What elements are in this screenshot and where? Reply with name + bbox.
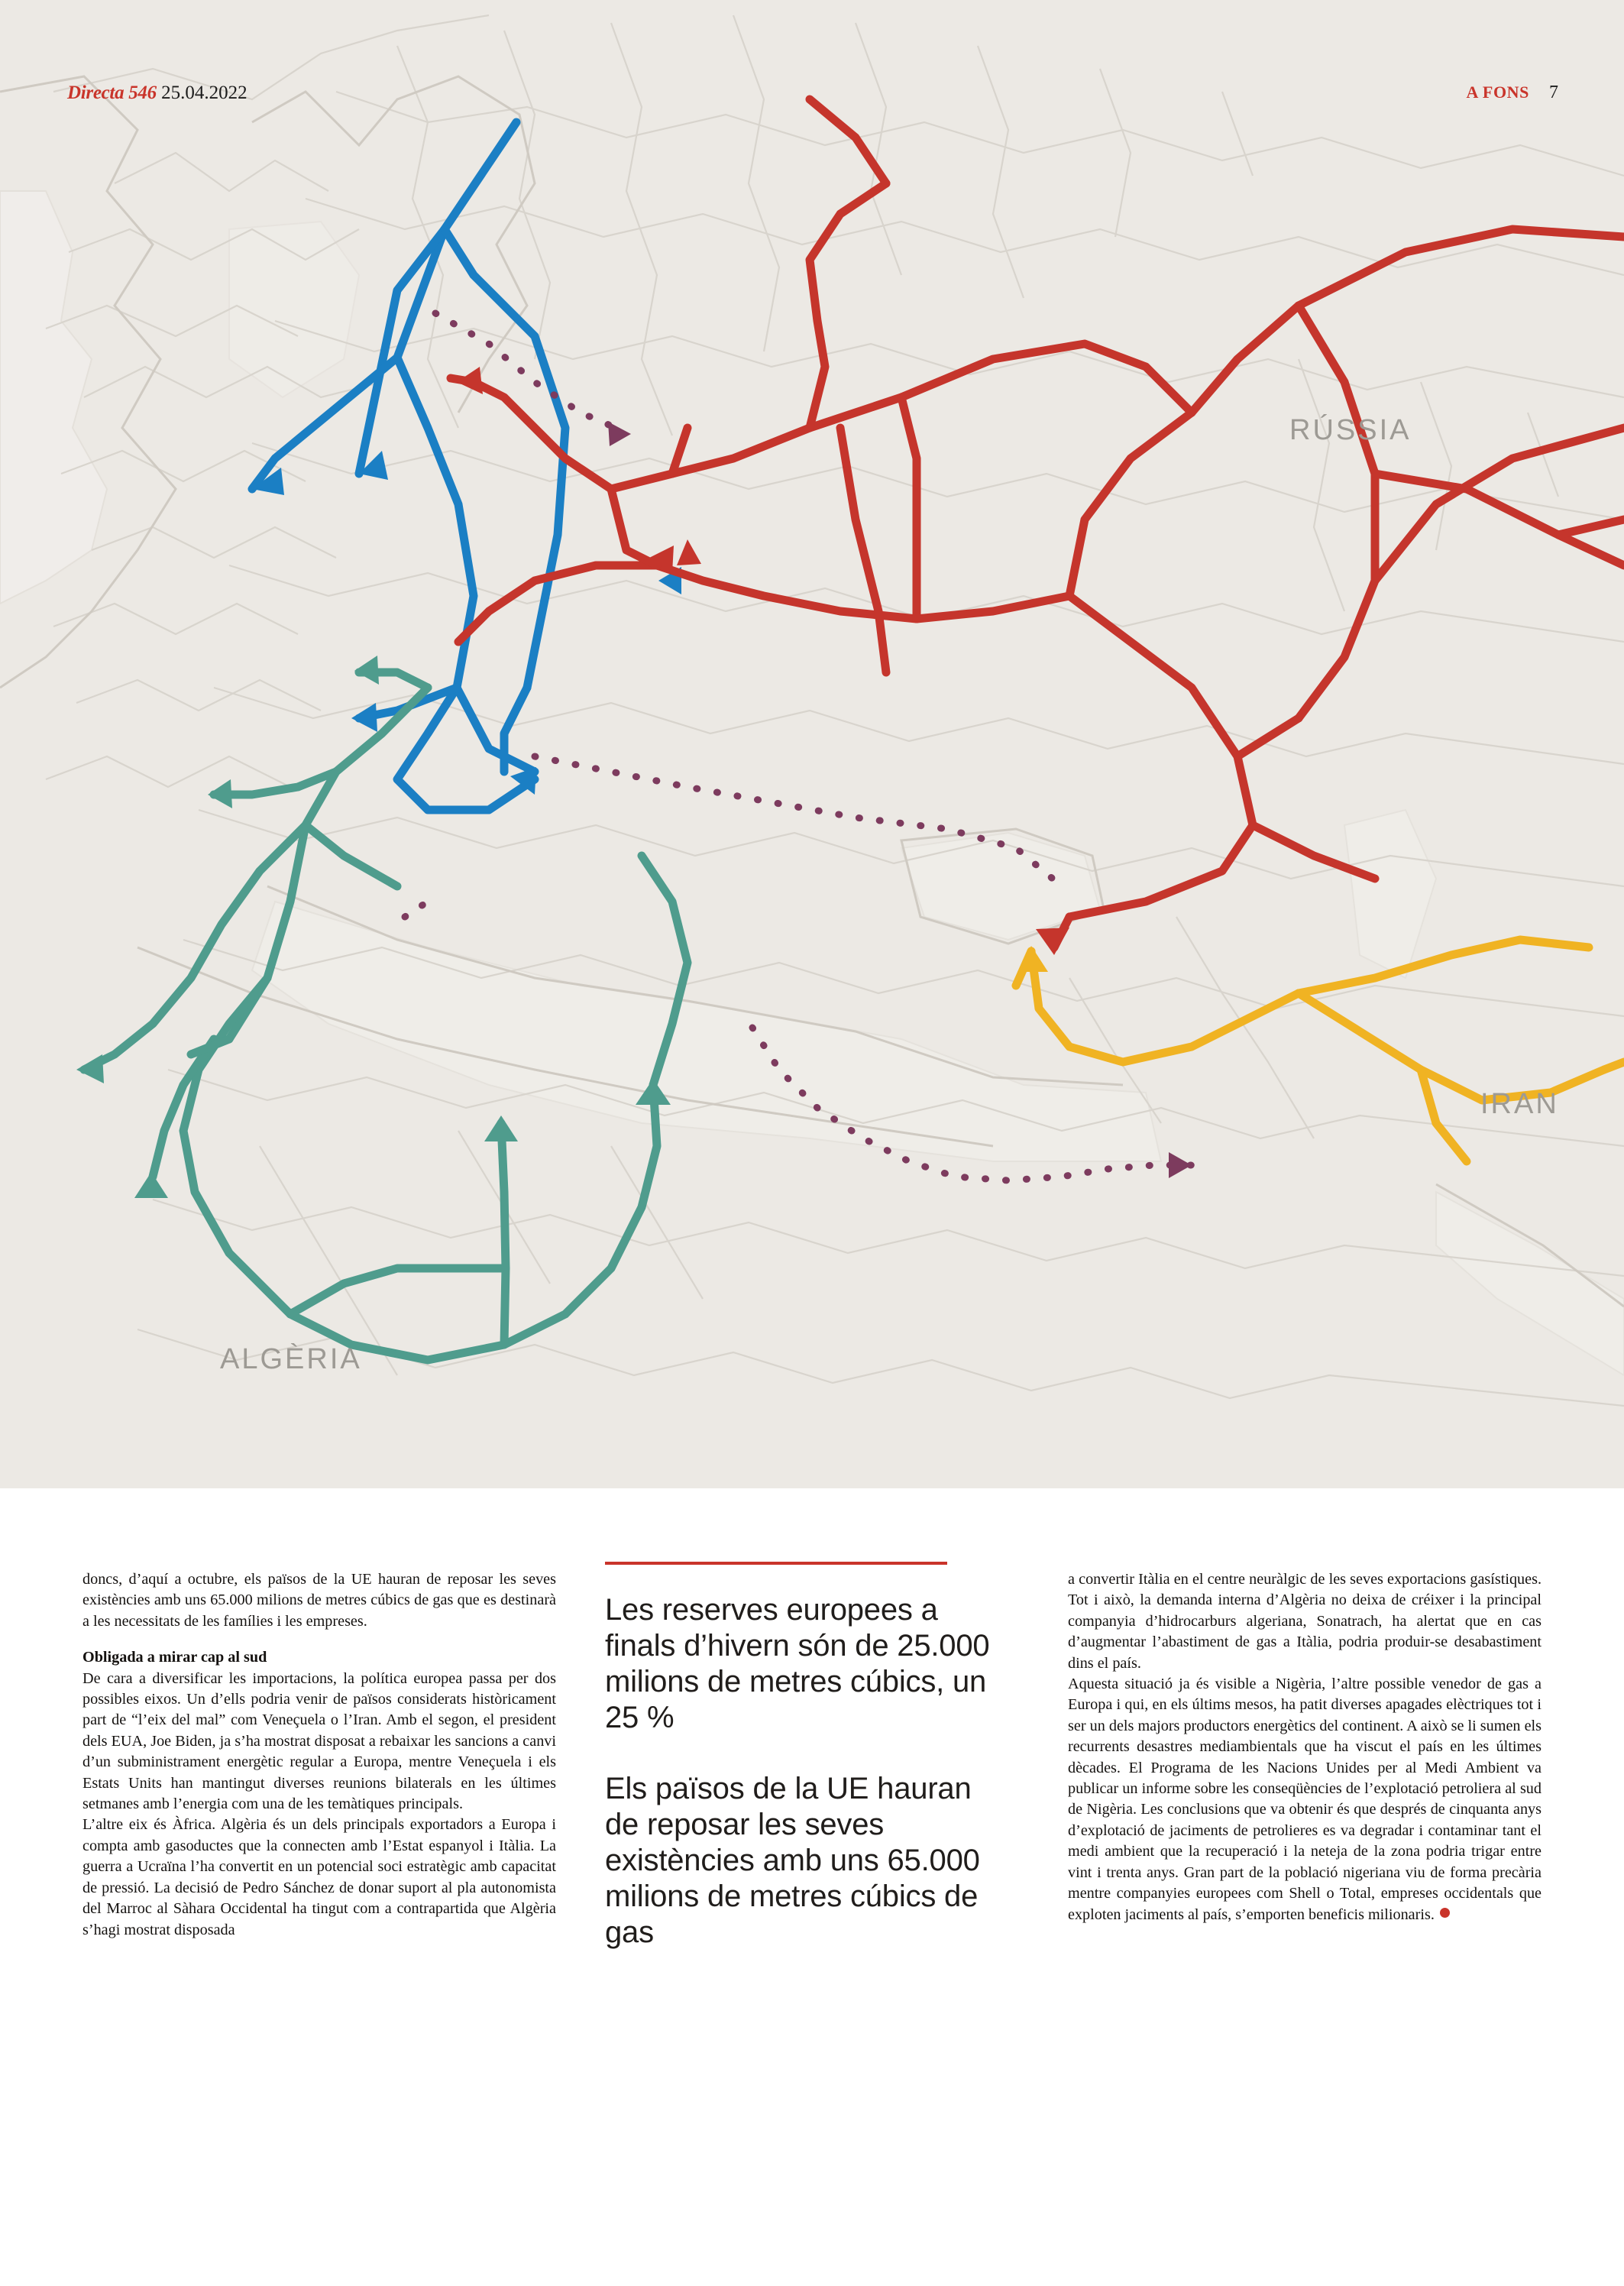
map-label-algeria: ALGÈRIA — [220, 1343, 362, 1375]
paragraph: a convertir Itàlia en el centre neuràlgic de les seves exportacions gasístiques. Tot i això, la demanda interna d’Algèria no deixa de créixer i la principal companyia d’hidrocarburs algeriana, Sonatrach, ha alertat que en cas d’augmentar l’abastiment de gas a Itàlia, podria produir-se desabastiment dins el país. — [1068, 1571, 1542, 1672]
end-of-article-dot — [1440, 1908, 1450, 1918]
folio — [1467, 83, 1558, 103]
map-label-russia: RÚSSIA — [1289, 414, 1412, 446]
publication-name: Directa 546 — [67, 83, 157, 103]
page-number: 7 — [1549, 83, 1558, 102]
pullquote-2: Els països de la UE hauran de reposar les seves existències amb uns 65.000 milions de metres cúbics de gas — [605, 1772, 980, 1949]
pullquote-1: Les reserves europees a finals d’hivern són de 25.000 milions de metres cúbics, un 25 % — [605, 1593, 990, 1734]
paragraph: L’altre eix és Àfrica. Algèria és un dels principals exportadors a Europa i compta amb gasoductes que la connecten amb l’Estat espanyol i Itàlia. La guerra a Ucraïna l’ha convertit en un potencial soci estratègic amb capacitat de pressió. La decisió de Pedro Sánchez de donar suport al pla autonomista del Marroc al Sàhara Occidental ha tingut com a contrapartida que Algèria s’hagi mostrat disposada — [82, 1816, 556, 1938]
paragraph: doncs, d’aquí a octubre, els països de la UE hauran de reposar les seves existències amb uns 65.000 milions de metres cúbics de gas que es destinarà a les necessitats de les famílies i les empreses. — [82, 1571, 556, 1630]
map-label-iran: IRAN — [1480, 1088, 1559, 1120]
text-column-left — [82, 1569, 556, 1941]
pullquote-column — [605, 1562, 1002, 1951]
paragraph: De cara a diversificar les importacions, la política europea passa per dos possibles eixos. Un d’ells podria venir de països considerats històricament part de “l’eix del mal” com Veneçuela o l’Iran. Amb el segon, el president dels EUA, Joe Biden, ja s’ha mostrat disposat a rebaixar les sancions a canvi d’un subministrament energètic regular a Europa, mentre Veneçuela i els Estats Units han mantingut diverses reunions bilaterals en les últimes setmanes amb l’energia com una de les temàtiques principals. — [82, 1669, 556, 1813]
subheading: Obligada a mirar cap al sud — [82, 1649, 267, 1666]
article-body — [0, 1488, 1624, 2286]
paragraph-text: Aquesta situació ja és visible a Nigèria, l’altre possible venedor de gas a Europa i qui, en els últims mesos, ha patit diverses apagades elèctriques tot i ser un dels majors productors energètics del continent. A això se li sumen els recurrents desastres mediambientals que ha viscut el país en les últimes dècades. El Programa de les Nacions Unides per al Medi Ambient va publicar un informe sobre les conseqüències de l’explotació petroliera al sud de Nigèria. Les conclusions que va obtenir és que després de cinquanta anys d’explotació de jaciments de petrolieres es va degradar i contaminar tant el medi ambient que la recuperació i la neteja de la zona podria trigar entre vint i trenta anys. Gran part de la població nigeriana viu de forma precària mentre companyies europees com Shell o Total, empreses occidentals que exploten jaciments al país, s’emporten beneficis milionaris. — [1068, 1676, 1542, 1923]
section-name: A FONS — [1466, 83, 1529, 102]
pullquote-rule — [605, 1562, 947, 1565]
page-header — [0, 0, 1624, 122]
text-column-right — [1068, 1569, 1542, 1925]
publication-date: 25.04.2022 — [161, 83, 247, 103]
masthead — [67, 83, 247, 104]
paragraph — [1068, 1674, 1542, 1925]
